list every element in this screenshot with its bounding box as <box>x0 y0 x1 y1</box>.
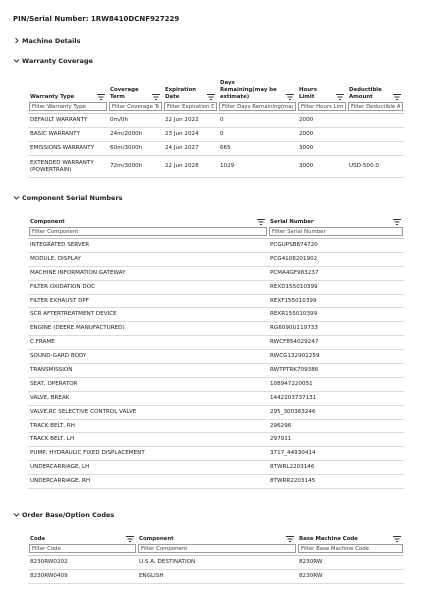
column-header[interactable] <box>108 80 163 102</box>
table-row <box>28 128 404 142</box>
section-title: Machine Details <box>22 37 81 45</box>
table-row <box>28 391 404 405</box>
table-row <box>28 156 404 178</box>
chevron-down-icon <box>13 194 20 201</box>
options-filter-row <box>28 544 404 556</box>
table-row <box>28 447 404 461</box>
column-menu-icon[interactable] <box>207 94 215 100</box>
table-cell: DEFAULT WARRANTY <box>28 114 108 128</box>
table-cell: PCGUPSB874720 <box>268 239 404 253</box>
column-menu-icon[interactable] <box>126 536 134 542</box>
section-title: Component Serial Numbers <box>22 194 123 202</box>
table-cell: VALVE,RC SELECTIVE CONTROL VALVE <box>28 405 268 419</box>
table-cell: 8230RW0409 <box>28 570 137 584</box>
column-menu-icon[interactable] <box>286 536 294 542</box>
table-cell <box>347 114 404 128</box>
table-cell: 2000 <box>297 128 347 142</box>
column-filter-input[interactable] <box>164 102 217 111</box>
table-cell: REXR155010399 <box>268 308 404 322</box>
column-filter-input[interactable] <box>29 102 107 111</box>
section-title: Order Base/Option Codes <box>22 511 115 519</box>
options-header-row <box>28 534 404 544</box>
table-row <box>28 556 404 570</box>
table-cell: FILTER EXHAUST DPF <box>28 294 268 308</box>
filter-cell <box>297 102 347 114</box>
table-row <box>28 377 404 391</box>
column-header[interactable] <box>28 534 137 544</box>
column-menu-icon[interactable] <box>257 219 265 225</box>
table-cell: 24m/2000h <box>108 128 163 142</box>
table-row <box>28 252 404 266</box>
column-header-label: Hours Limit <box>299 87 317 100</box>
column-filter-input[interactable] <box>109 102 162 111</box>
table-cell: 295_300363246 <box>268 405 404 419</box>
table-row <box>28 433 404 447</box>
table-cell: 22 Jun 2028 <box>163 156 218 178</box>
filter-cell <box>347 102 404 114</box>
column-header-label: Component <box>139 536 174 542</box>
table-cell: BASIC WARRANTY <box>28 128 108 142</box>
table-cell: 0m/0h <box>108 114 163 128</box>
column-header[interactable] <box>137 534 297 544</box>
column-menu-icon[interactable] <box>286 94 294 100</box>
chevron-down-icon <box>13 57 20 64</box>
table-cell: 8230RW0202 <box>28 556 137 570</box>
table-cell: INTEGRATED SERVER <box>28 239 268 253</box>
table-cell: 8230RW <box>297 556 404 570</box>
column-header-label: Expiration Date <box>165 87 197 100</box>
column-menu-icon[interactable] <box>152 94 160 100</box>
table-cell: 8TWRR2203145 <box>268 475 404 489</box>
section-title: Warranty Coverage <box>22 57 93 65</box>
table-row <box>28 322 404 336</box>
table-cell: SEAT, OPERATOR <box>28 377 268 391</box>
table-row <box>28 364 404 378</box>
table-cell <box>347 142 404 156</box>
column-header[interactable] <box>268 216 404 227</box>
column-header-label: Code <box>30 536 46 542</box>
components-table <box>28 216 404 489</box>
table-cell: RWTPTRK709386 <box>268 364 404 378</box>
column-header-label: Component <box>30 219 65 225</box>
chevron-right-icon <box>13 37 20 44</box>
table-cell: TRANSMISSION <box>28 364 268 378</box>
column-menu-icon[interactable] <box>97 94 105 100</box>
table-cell: MACHINE INFORMATION GATEWAY <box>28 266 268 280</box>
components-filter-row <box>28 227 404 239</box>
table-cell: 297911 <box>268 433 404 447</box>
table-row <box>28 336 404 350</box>
warranty-filter-row <box>28 102 404 114</box>
table-cell: TRACK BELT, RH <box>28 419 268 433</box>
column-header-label: Warranty Type <box>30 94 75 100</box>
components-body <box>28 239 404 489</box>
section-order-option-codes[interactable] <box>22 511 114 519</box>
column-menu-icon[interactable] <box>393 219 401 225</box>
column-header[interactable] <box>163 80 218 102</box>
table-cell: C FRAME <box>28 336 268 350</box>
column-header[interactable] <box>28 216 268 227</box>
filter-cell <box>28 544 137 556</box>
table-cell: PUMP, HYDRAULIC FIXED DISPLACEMENT <box>28 447 268 461</box>
table-row <box>28 239 404 253</box>
table-cell <box>347 128 404 142</box>
table-row <box>28 419 404 433</box>
table-cell: VALVE, BREAK <box>28 391 268 405</box>
table-cell: PCMA4GF983237 <box>268 266 404 280</box>
table-row <box>28 350 404 364</box>
column-header-label: Serial Number <box>270 219 314 225</box>
column-filter-input[interactable] <box>298 102 346 111</box>
components-header-row <box>28 216 404 227</box>
table-cell: U.S.A. DESTINATION <box>137 556 297 570</box>
table-row <box>28 114 404 128</box>
table-row <box>28 308 404 322</box>
table-cell: 3717_44930414 <box>268 447 404 461</box>
table-cell: REXF155010399 <box>268 294 404 308</box>
table-cell: UNDERCARRIAGE, LH <box>28 461 268 475</box>
column-header-label: Coverage Term <box>110 87 139 100</box>
table-cell: UNDERCARRIAGE, RH <box>28 475 268 489</box>
filter-cell <box>268 227 404 239</box>
section-machine-details[interactable] <box>22 37 80 45</box>
table-row <box>28 461 404 475</box>
column-filter-input[interactable] <box>298 544 403 553</box>
filter-cell <box>137 544 297 556</box>
column-header[interactable] <box>28 80 108 102</box>
table-cell: 72m/3000h <box>108 156 163 178</box>
table-cell: RWCF854029247 <box>268 336 404 350</box>
table-cell: EXTENDED WARRANTY (POWERTRAIN) <box>28 156 108 178</box>
filter-cell <box>218 102 297 114</box>
column-header-label: Base Machine Code <box>299 536 358 542</box>
table-cell: TRACK BELT, LH <box>28 433 268 447</box>
table-cell: 3000 <box>297 156 347 178</box>
table-row <box>28 294 404 308</box>
column-filter-input[interactable] <box>269 227 403 236</box>
column-header[interactable] <box>297 534 404 544</box>
filter-cell <box>28 102 108 114</box>
table-cell: PCG4108201902 <box>268 252 404 266</box>
table-cell: 0 <box>218 114 297 128</box>
table-row <box>28 280 404 294</box>
column-menu-icon[interactable] <box>336 94 344 100</box>
column-menu-icon[interactable] <box>393 94 401 100</box>
filter-cell <box>28 227 268 239</box>
options-body <box>28 556 404 584</box>
table-cell: EMISSIONS WARRANTY <box>28 142 108 156</box>
table-row <box>28 142 404 156</box>
table-cell: 3000 <box>297 142 347 156</box>
column-menu-icon[interactable] <box>393 536 401 542</box>
table-cell: 0 <box>218 128 297 142</box>
filter-cell <box>163 102 218 114</box>
table-cell: ENGLISH <box>137 570 297 584</box>
warranty-header-row <box>28 80 404 102</box>
pin-serial-number: PIN/Serial Number: 1RW8410DCNF927229 <box>13 15 180 23</box>
table-row <box>28 405 404 419</box>
column-filter-input[interactable] <box>138 544 296 553</box>
column-header-label: Deductible Amount <box>349 87 382 100</box>
warranty-body <box>28 114 404 178</box>
options-table <box>28 534 404 584</box>
table-cell: REXD155010399 <box>268 280 404 294</box>
section-warranty-coverage[interactable] <box>22 57 93 65</box>
column-header[interactable] <box>297 80 347 102</box>
table-row <box>28 266 404 280</box>
table-cell: 8230RW <box>297 570 404 584</box>
column-filter-input[interactable] <box>29 544 136 553</box>
column-header[interactable] <box>218 80 297 102</box>
section-component-serial-numbers[interactable] <box>22 194 123 202</box>
table-cell: 22 Jun 2022 <box>163 114 218 128</box>
table-cell: MODULE, DISPLAY <box>28 252 268 266</box>
table-row <box>28 475 404 489</box>
table-cell: 108947220051 <box>268 377 404 391</box>
table-cell: 23 Jun 2024 <box>163 128 218 142</box>
table-cell: 1029 <box>218 156 297 178</box>
filter-cell <box>108 102 163 114</box>
column-header-label: Days Remaining(may be estimate) <box>220 80 277 100</box>
table-row <box>28 570 404 584</box>
table-cell: 8TWRL2203146 <box>268 461 404 475</box>
table-cell: FILTER OXIDATION DOC <box>28 280 268 294</box>
table-cell: USD-500.0 <box>347 156 404 178</box>
table-cell: 60m/3000h <box>108 142 163 156</box>
column-filter-input[interactable] <box>348 102 403 111</box>
column-header[interactable] <box>347 80 404 102</box>
table-cell: 296296 <box>268 419 404 433</box>
table-cell: SCR AFTERTREATMENT DEVICE <box>28 308 268 322</box>
table-cell: 1442203737131 <box>268 391 404 405</box>
table-cell: ENGINE (DEERE MANUFACTURED) <box>28 322 268 336</box>
table-cell: RG6090U119733 <box>268 322 404 336</box>
table-cell: 665 <box>218 142 297 156</box>
table-cell: 24 Jun 2027 <box>163 142 218 156</box>
chevron-down-icon <box>13 511 20 518</box>
column-filter-input[interactable] <box>29 227 267 236</box>
column-filter-input[interactable] <box>219 102 296 111</box>
warranty-table <box>28 80 404 178</box>
table-cell: RWCG132901259 <box>268 350 404 364</box>
table-cell: 2000 <box>297 114 347 128</box>
filter-cell <box>297 544 404 556</box>
table-cell: SOUND-GARD BODY <box>28 350 268 364</box>
